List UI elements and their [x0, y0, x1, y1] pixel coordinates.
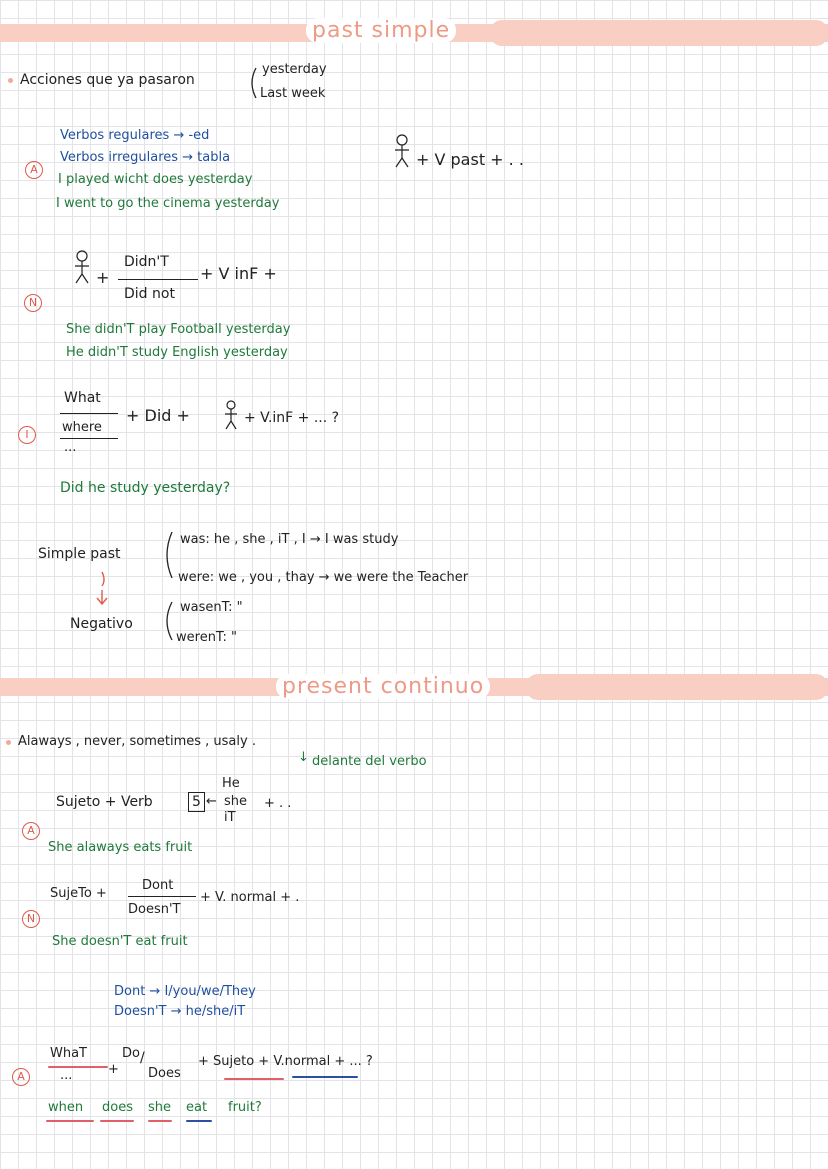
werent-rule: werenT: ": [176, 630, 237, 645]
plus-sign: +: [96, 268, 110, 287]
present-dots-text: ...: [60, 1068, 73, 1083]
where-text: where: [62, 420, 102, 435]
fraction-line: [60, 438, 118, 439]
affirmative-marker: A: [12, 1068, 30, 1086]
do-text: Do: [122, 1046, 140, 1061]
affirmative-marker: A: [22, 822, 40, 840]
stick-figure-icon: [224, 400, 238, 430]
int-formula-b: + V.inF + ... ?: [244, 410, 340, 426]
present-header-pill-right: [526, 674, 828, 700]
underline: [48, 1066, 108, 1068]
neg-example-1: She didn'T play Football yesterday: [66, 322, 291, 337]
bullet: [6, 740, 11, 745]
underline: [46, 1120, 94, 1122]
fraction-line: [118, 279, 198, 280]
delante-text: delante del verbo: [312, 754, 427, 769]
were-rule: were: we , you , thay → we were the Teacher: [178, 570, 469, 585]
doesnt-text: Doesn'T: [128, 902, 181, 917]
she-text: she: [224, 794, 248, 809]
arrow-left-icon: ←: [206, 794, 217, 809]
plus-sign: +: [108, 1062, 119, 1077]
dots-text: ...: [64, 440, 77, 455]
fraction-line: [128, 896, 196, 897]
arrow-down-small-icon: ↓: [298, 750, 309, 765]
aff-example-2: I went to go the cinema yesterday: [56, 196, 280, 211]
dont-text: Dont: [142, 878, 174, 893]
it-text: iT: [224, 810, 236, 825]
he-text: He: [222, 776, 240, 791]
acciones-text: Acciones que ya pasaron: [20, 72, 195, 88]
verbos-irregulares: Verbos irregulares → tabla: [60, 150, 231, 165]
wasnt-rule: wasenT: ": [180, 600, 243, 615]
int-formula-a: + Did +: [126, 406, 190, 425]
didnt-text: Didn'T: [124, 254, 169, 270]
underline: [292, 1076, 358, 1078]
past-title: past simple: [306, 18, 456, 43]
five-box: 5: [188, 792, 205, 812]
int-example: Did he study yesterday?: [60, 480, 231, 496]
negative-marker: N: [24, 294, 42, 312]
sujeto-text: SujeTo +: [50, 886, 107, 901]
fraction-line: [60, 413, 118, 414]
int-ex-fruit: fruit?: [228, 1100, 262, 1115]
past-header-pill-right: [490, 20, 828, 46]
aff-formula: + V past + . .: [416, 150, 524, 169]
underline: [100, 1120, 134, 1122]
bullet: [8, 78, 13, 83]
arrow-down-icon: [94, 572, 110, 606]
verbos-regulares: Verbos regulares → -ed: [60, 128, 210, 143]
slash-icon: /: [140, 1050, 145, 1066]
what-text: What: [64, 390, 101, 406]
present-title: present continuo: [276, 674, 490, 699]
was-rule: was: he , she , iT , I → I was study: [180, 532, 399, 547]
present-neg-example: She doesn'T eat fruit: [52, 934, 188, 949]
present-neg-formula: + V. normal + .: [200, 890, 300, 905]
int-ex-she: she: [148, 1100, 172, 1115]
interrogative-marker: I: [18, 426, 36, 444]
last-week-text: Last week: [260, 86, 326, 101]
present-int-formula: + Sujeto + V.normal + ... ?: [198, 1054, 373, 1069]
neg-example-2: He didn'T study English yesterday: [66, 345, 288, 360]
underline: [148, 1120, 172, 1122]
dont-rule: Dont → I/you/we/They: [114, 984, 256, 999]
brace-icon: [246, 66, 258, 100]
brace-icon: [160, 600, 174, 642]
brace-icon: [160, 530, 174, 580]
did-not-text: Did not: [124, 286, 175, 302]
underline: [224, 1078, 284, 1080]
yesterday-text: yesterday: [262, 62, 327, 77]
adverbs-text: Alaways , never, sometimes , usaly .: [18, 734, 256, 749]
underline: [186, 1120, 212, 1122]
stick-figure-icon: [394, 134, 410, 168]
neg-formula: + V inF +: [200, 264, 277, 283]
int-ex-eat: eat: [186, 1100, 208, 1115]
doesnt-rule: Doesn'T → he/she/iT: [114, 1004, 246, 1019]
present-aff-example: She alaways eats fruit: [48, 840, 193, 855]
affirmative-marker: A: [25, 161, 43, 179]
negativo-text: Negativo: [70, 616, 133, 632]
stick-figure-icon: [74, 250, 90, 284]
negative-marker: N: [22, 910, 40, 928]
aff-example-1: I played wicht does yesterday: [58, 172, 253, 187]
int-ex-when: when: [48, 1100, 84, 1115]
int-ex-does: does: [102, 1100, 133, 1115]
present-what-text: WhaT: [50, 1046, 88, 1061]
does-text: Does: [148, 1066, 181, 1081]
sujeto-verb-text: Sujeto + Verb: [56, 794, 153, 810]
plus-dots: + . .: [264, 796, 292, 811]
simple-past-text: Simple past: [38, 546, 121, 562]
